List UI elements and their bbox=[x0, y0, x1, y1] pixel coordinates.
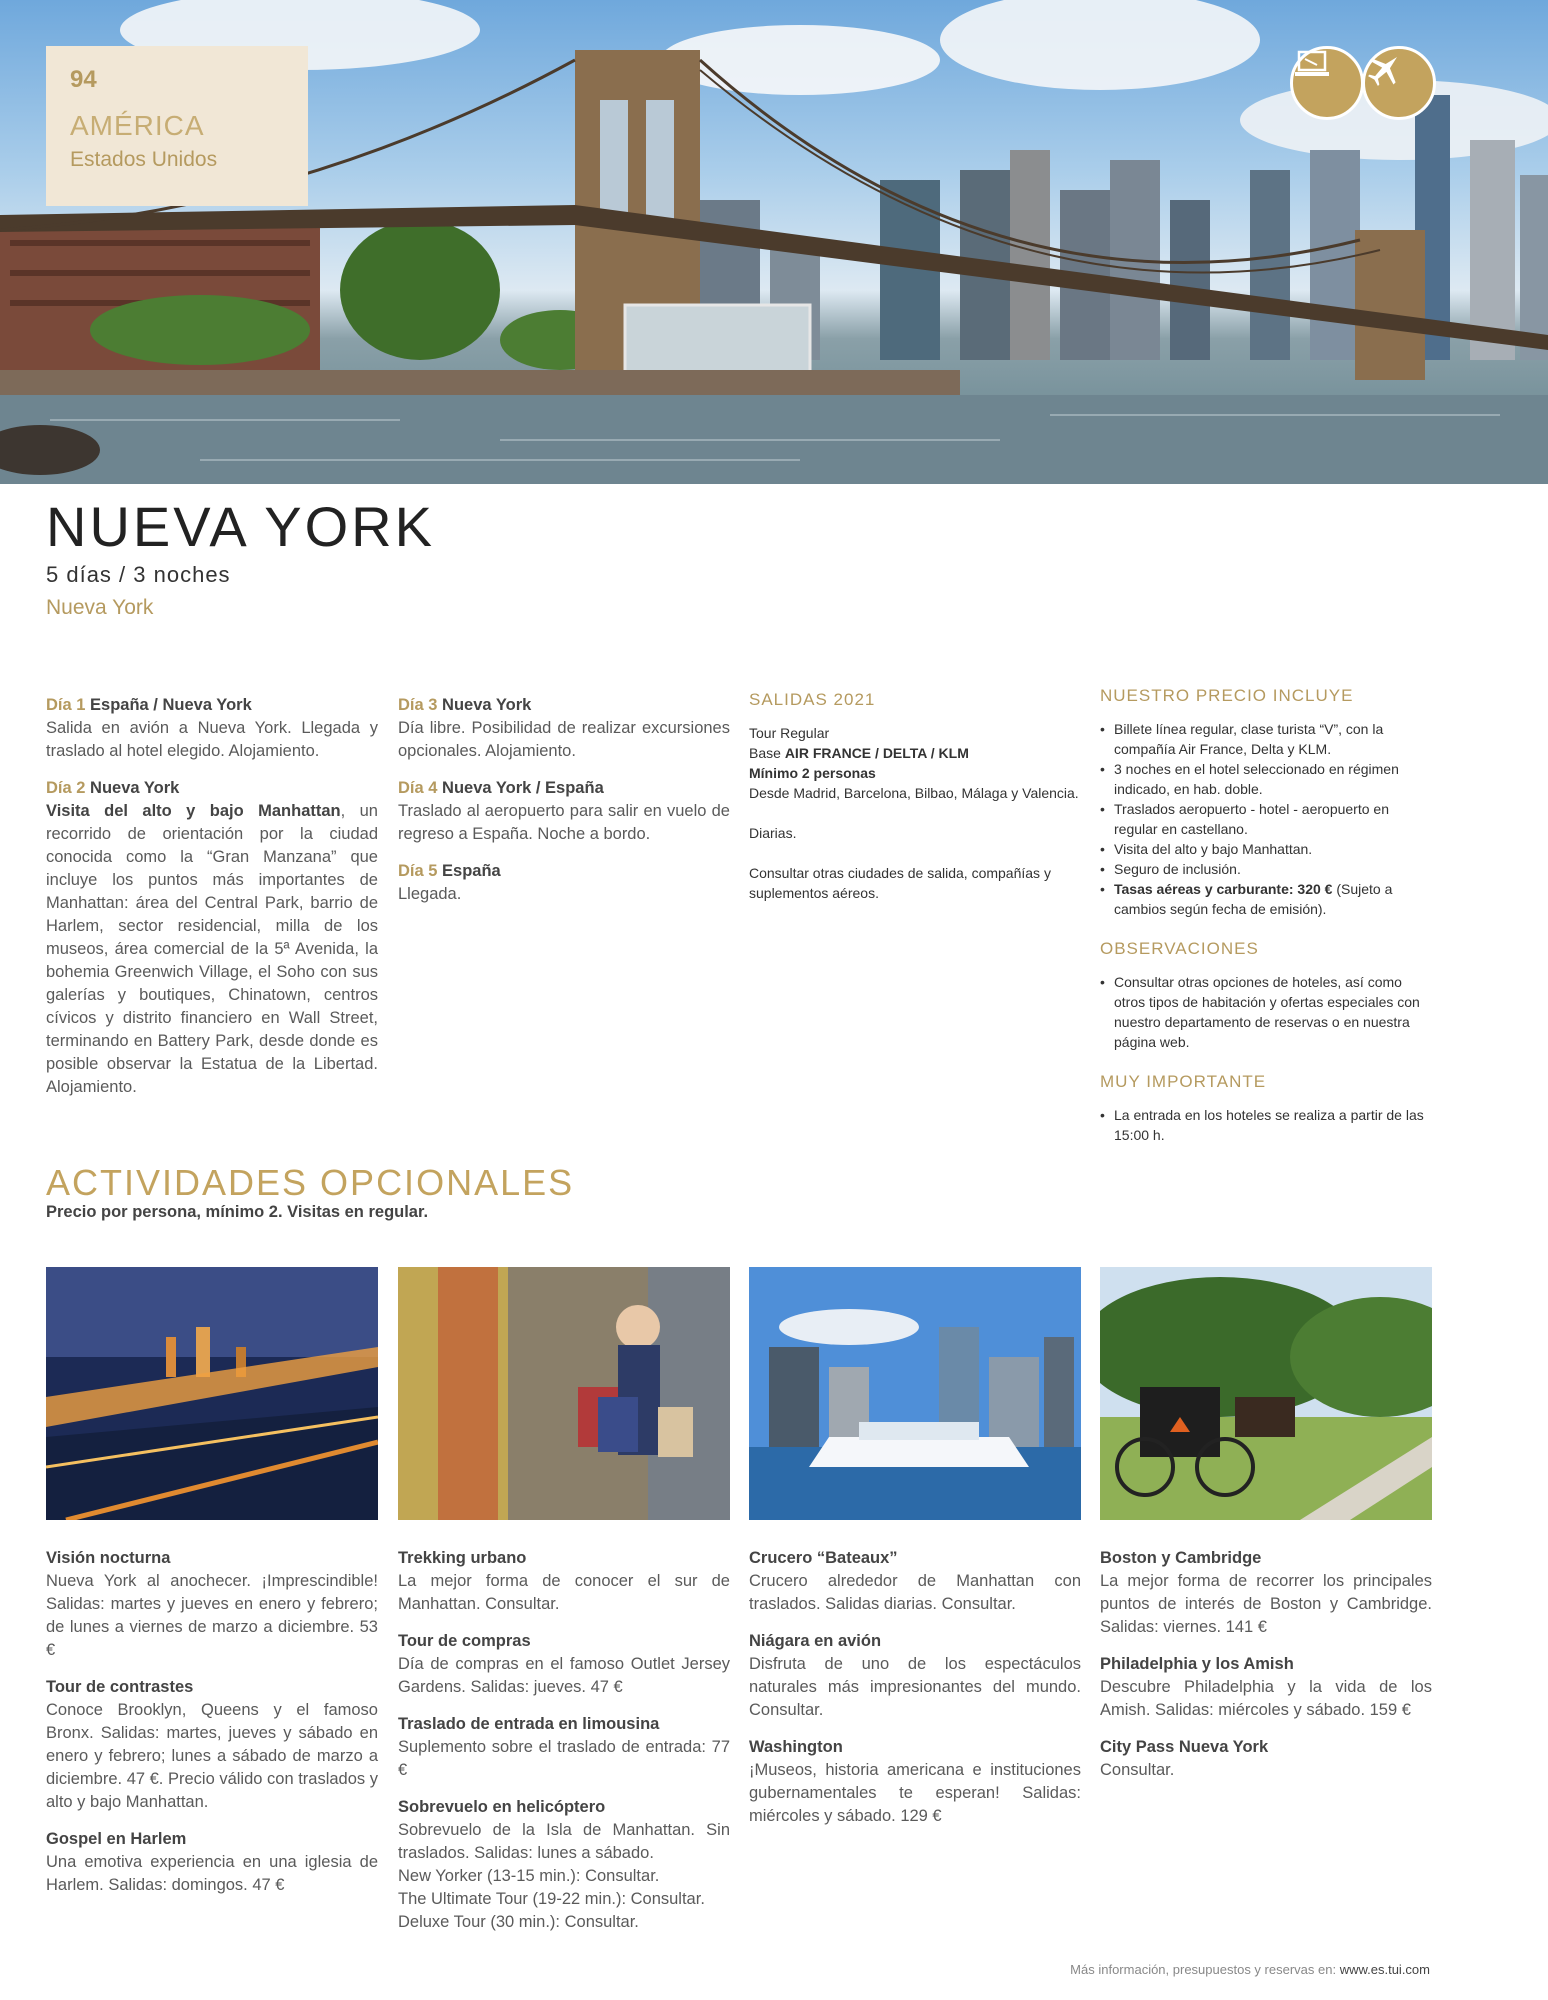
photo-shopping-woman bbox=[398, 1267, 730, 1520]
importante-heading: MUY IMPORTANTE bbox=[1100, 1072, 1267, 1091]
activity-item bbox=[398, 1630, 730, 1699]
activity-text: Nueva York al anochecer. ¡Imprescindible! Salidas: martes y jueves en enero y febrero; de lunes a viernes de marzo a diciembre. 53 € bbox=[46, 1572, 378, 1659]
conditions-column bbox=[1100, 684, 1435, 1163]
activity-title: Trekking urbano bbox=[398, 1549, 527, 1567]
activity-item bbox=[46, 1828, 378, 1897]
activity-text: Crucero alrededor de Manhattan con traslados. Salidas diarias. Consultar. bbox=[749, 1572, 1081, 1613]
day-text: Salida en avión a Nueva York. Llegada y traslado al hotel elegido. Alojamiento. bbox=[46, 719, 378, 760]
activity-title: Boston y Cambridge bbox=[1100, 1549, 1262, 1567]
day-title: Nueva York bbox=[442, 696, 532, 714]
activity-text: Consultar. bbox=[1100, 1761, 1175, 1779]
salidas-heading: SALIDAS 2021 bbox=[749, 690, 876, 709]
day-text: Día libre. Posibilidad de realizar excursiones opcionales. Alojamiento. bbox=[398, 719, 730, 760]
destination-tag bbox=[46, 46, 308, 206]
activity-title: Philadelphia y los Amish bbox=[1100, 1655, 1294, 1673]
list-item: • Consultar otras opciones de hoteles, así como otros tipos de habitación y ofertas especiales con nuestro departamento de reservas o en nuestra página web. bbox=[1100, 972, 1435, 1052]
salidas-line: Consultar otras ciudades de salida, compañías y suplementos aéreos. bbox=[749, 865, 1051, 901]
activity-item bbox=[46, 1676, 378, 1814]
activity-item bbox=[46, 1547, 378, 1662]
day-title: Nueva York / España bbox=[442, 779, 604, 797]
activity-title: Traslado de entrada en limousina bbox=[398, 1715, 660, 1733]
photo-night-bridge bbox=[46, 1267, 378, 1520]
day-title: Nueva York bbox=[90, 779, 180, 797]
page-title: NUEVA YORK bbox=[46, 495, 435, 558]
list-item: • Billete línea regular, clase turista “V”, con la compañía Air France, Delta y KLM. bbox=[1100, 719, 1435, 759]
activities-heading: ACTIVIDADES OPCIONALES bbox=[46, 1162, 575, 1203]
itinerary-day bbox=[46, 694, 378, 763]
activity-title: Tour de contrastes bbox=[46, 1678, 194, 1696]
region-label: AMÉRICA bbox=[70, 110, 205, 141]
activity-title: Visión nocturna bbox=[46, 1549, 171, 1567]
laptop-icon bbox=[1290, 46, 1364, 120]
itinerary-column-1 bbox=[46, 694, 378, 1113]
salidas-line: Diarias. bbox=[749, 825, 797, 841]
importante-list bbox=[1100, 1105, 1435, 1145]
salidas-line: Mínimo 2 personas bbox=[749, 765, 876, 781]
tasas-amount: Tasas aéreas y carburante: 320 € bbox=[1114, 881, 1333, 897]
activity-item bbox=[1100, 1547, 1432, 1639]
activity-item bbox=[398, 1547, 730, 1616]
activity-item bbox=[398, 1796, 730, 1934]
salidas-line: Tour Regular bbox=[749, 725, 830, 741]
list-item: • 3 noches en el hotel seleccionado en régimen indicado, en hab. doble. bbox=[1100, 759, 1435, 799]
itinerary-day bbox=[46, 777, 378, 1099]
activity-title: Niágara en avión bbox=[749, 1632, 882, 1650]
activity-text: Suplemento sobre el traslado de entrada: 77 € bbox=[398, 1738, 730, 1779]
activities-column-2 bbox=[398, 1547, 730, 1948]
activity-option: Deluxe Tour (30 min.): Consultar. bbox=[398, 1913, 639, 1931]
list-item: • Seguro de inclusión. bbox=[1100, 859, 1435, 879]
activity-item bbox=[398, 1713, 730, 1782]
tasas-note: (Sujeto a cambios según fecha de emisión). bbox=[1114, 881, 1393, 917]
activity-title: Crucero “Bateaux” bbox=[749, 1549, 898, 1567]
activity-text: Descubre Philadelphia y la vida de los Amish. Salidas: miércoles y sábado. 159 € bbox=[1100, 1678, 1432, 1719]
photo-cruise-manhattan bbox=[749, 1267, 1081, 1520]
itinerary-day bbox=[398, 777, 730, 846]
itinerary-day bbox=[398, 860, 730, 906]
photo-amish-carriage bbox=[1100, 1267, 1432, 1520]
list-item bbox=[1100, 879, 1435, 919]
itinerary-day bbox=[398, 694, 730, 763]
day-text bbox=[46, 800, 378, 1099]
salidas-line: Desde Madrid, Barcelona, Bilbao, Málaga y Valencia. bbox=[749, 785, 1079, 801]
salidas-base-prefix: Base bbox=[749, 745, 785, 761]
day-label: Día 2 bbox=[46, 779, 86, 797]
day-text-highlight: Visita del alto y bajo Manhattan bbox=[46, 802, 341, 820]
observaciones-heading: OBSERVACIONES bbox=[1100, 939, 1259, 958]
activity-title: Washington bbox=[749, 1738, 843, 1756]
footer-text: Más información, presupuestos y reservas en: bbox=[1070, 1962, 1340, 1977]
salidas-airlines: AIR FRANCE / DELTA / KLM bbox=[784, 745, 969, 761]
activity-title: Gospel en Harlem bbox=[46, 1830, 187, 1848]
day-title: España bbox=[442, 862, 501, 880]
activity-item bbox=[1100, 1736, 1432, 1782]
footer bbox=[1070, 1962, 1430, 1977]
list-item: • La entrada en los hoteles se realiza a partir de las 15:00 h. bbox=[1100, 1105, 1435, 1145]
activity-text: Día de compras en el famoso Outlet Jersey Gardens. Salidas: jueves. 47 € bbox=[398, 1655, 730, 1696]
day-text: Traslado al aeropuerto para salir en vuelo de regreso a España. Noche a bordo. bbox=[398, 802, 730, 843]
activity-text: ¡Museos, historia americana e instituciones gubernamentales te esperan! Salidas: miércoles y sábado. 129 € bbox=[749, 1761, 1081, 1825]
list-item: • Traslados aeropuerto - hotel - aeropuerto en regular en castellano. bbox=[1100, 799, 1435, 839]
itinerary-column-2 bbox=[398, 694, 730, 920]
incluye-list bbox=[1100, 719, 1435, 919]
activities-column-1 bbox=[46, 1547, 378, 1911]
activity-text: Disfruta de uno de los espectáculos naturales más impresionantes del mundo. Consultar. bbox=[749, 1655, 1081, 1719]
activity-title: Sobrevuelo en helicóptero bbox=[398, 1798, 606, 1816]
incluye-heading: NUESTRO PRECIO INCLUYE bbox=[1100, 686, 1354, 705]
activity-text: Sobrevuelo de la Isla de Manhattan. Sin traslados. Salidas: lunes a sábado. bbox=[398, 1821, 730, 1862]
hero-photo-brooklyn-bridge bbox=[0, 0, 1548, 484]
activities-column-4 bbox=[1100, 1547, 1432, 1796]
activity-text: La mejor forma de conocer el sur de Manhattan. Consultar. bbox=[398, 1572, 730, 1613]
activity-text: La mejor forma de recorrer los principales puntos de interés de Boston y Cambridge. Salidas: viernes. 141 € bbox=[1100, 1572, 1432, 1636]
day-label: Día 3 bbox=[398, 696, 438, 714]
activity-item bbox=[749, 1547, 1081, 1616]
activities-subheading: Precio por persona, mínimo 2. Visitas en regular. bbox=[46, 1203, 429, 1221]
activity-item bbox=[1100, 1653, 1432, 1722]
observaciones-list bbox=[1100, 972, 1435, 1052]
day-label: Día 5 bbox=[398, 862, 438, 880]
activity-option: New Yorker (13-15 min.): Consultar. bbox=[398, 1867, 660, 1885]
footer-link[interactable]: www.es.tui.com bbox=[1339, 1962, 1430, 1977]
salidas-section bbox=[749, 688, 1084, 903]
salidas-details bbox=[749, 723, 1084, 903]
trip-duration: 5 días / 3 noches bbox=[46, 562, 231, 587]
salidas-line bbox=[749, 743, 1084, 763]
activity-title: Tour de compras bbox=[398, 1632, 531, 1650]
list-item: • Visita del alto y bajo Manhattan. bbox=[1100, 839, 1435, 859]
day-label: Día 1 bbox=[46, 696, 86, 714]
activity-title: City Pass Nueva York bbox=[1100, 1738, 1269, 1756]
country-label: Estados Unidos bbox=[70, 148, 218, 171]
day-title: España / Nueva York bbox=[90, 696, 252, 714]
day-label: Día 4 bbox=[398, 779, 438, 797]
activity-item bbox=[749, 1630, 1081, 1722]
activity-option: The Ultimate Tour (19-22 min.): Consultar. bbox=[398, 1890, 705, 1908]
trip-cities: Nueva York bbox=[46, 596, 154, 619]
page-number: 94 bbox=[70, 66, 97, 93]
activity-text: Una emotiva experiencia en una iglesia de Harlem. Salidas: domingos. 47 € bbox=[46, 1853, 378, 1894]
activity-item bbox=[749, 1736, 1081, 1828]
day-text-body: , un recorrido de orientación por la ciudad conocida como la “Gran Manzana” que incluye los puntos más importantes de Manhattan: área del Central Park, barrio de Harlem, sector residencial, milla de los museos, área comercial de la 5ª Avenida, la bohemia Greenwich Village, el Soho con sus galerías y boutiques, Chinatown, centros cívicos y distrito financiero en Wall Street, terminando en Battery Park, desde donde es posible observar la Estatua de la Libertad. Alojamiento. bbox=[46, 802, 378, 1096]
activities-column-3 bbox=[749, 1547, 1081, 1842]
activity-text: Conoce Brooklyn, Queens y el famoso Bronx. Salidas: martes, jueves y sábado en enero y febrero; lunes a sábado de marzo a diciembre. 47 €. Precio válido con traslados y alto y bajo Manhattan. bbox=[46, 1701, 378, 1811]
airplane-icon bbox=[1362, 46, 1436, 120]
day-text: Llegada. bbox=[398, 885, 462, 903]
